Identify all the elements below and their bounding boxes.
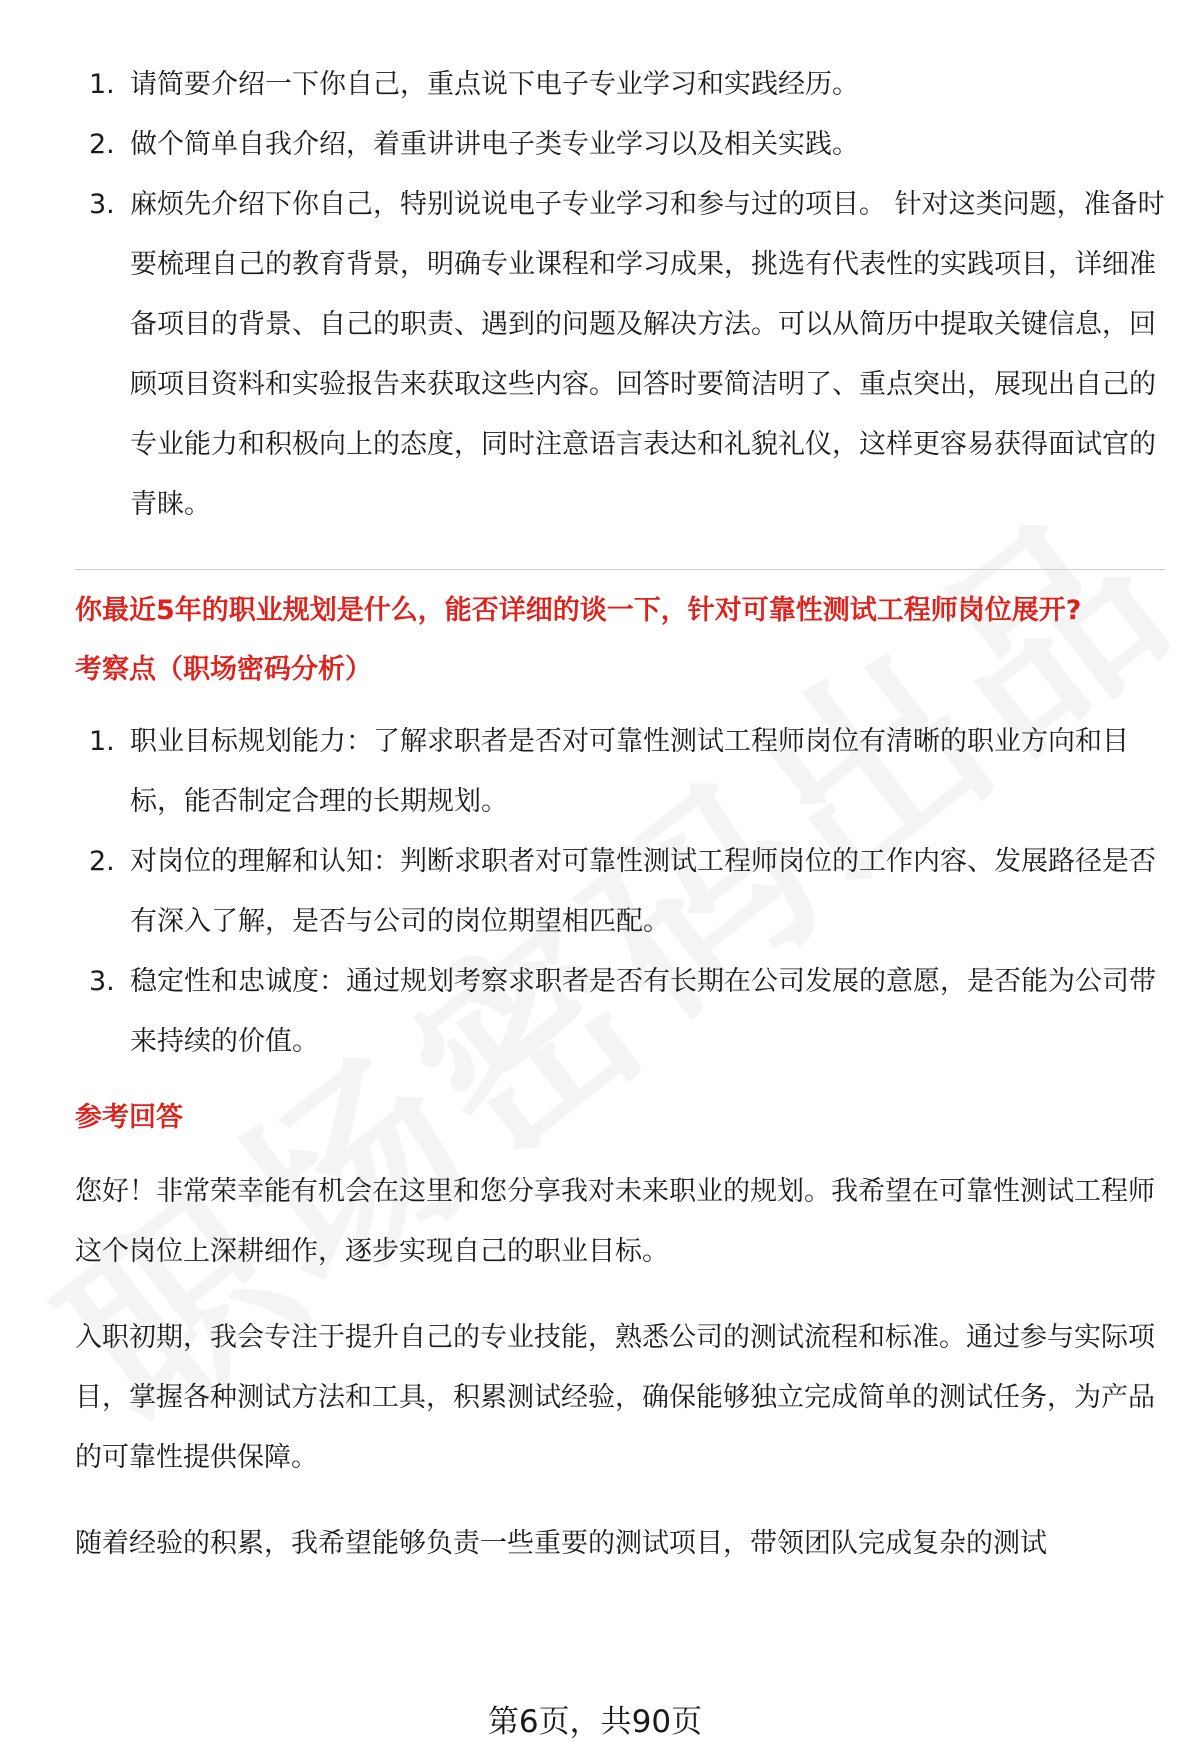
list-item-number: 1.	[89, 726, 115, 757]
answer-paragraph: 入职初期，我会专注于提升自己的专业技能，熟悉公司的测试流程和标准。通过参与实际项目，掌握各种测试方法和工具，积累测试经验，确保能够独立完成简单的测试任务，为产品的可靠性提供保障。	[75, 1322, 1155, 1473]
answer-paragraph: 随着经验的积累，我希望能够负责一些重要的测试项目，带领团队完成复杂的测试	[75, 1528, 1047, 1559]
list-item	[75, 712, 1165, 832]
list-item-number: 2.	[89, 846, 115, 877]
list-item-number: 3.	[89, 966, 115, 997]
list-item-text: 职业目标规划能力：了解求职者是否对可靠性测试工程师岗位有清晰的职业方向和目标，能否制定合理的长期规划。	[130, 726, 1129, 817]
list-item-number: 3.	[89, 189, 115, 220]
list-item-text: 麻烦先介绍下你自己，特别说说电子专业学习和参与过的项目。 针对这类问题，准备时要梳理自己的教育背景，明确专业课程和学习成果，挑选有代表性的实践项目，详细准备项目的背景、自己的职责、遇到的问题及解决方法。可以从简历中提取关键信息，回顾项目资料和实验报告来获取这些内容。回答时要简洁明了、重点突出，展现出自己的专业能力和积极向上的态度，同时注意语言表达和礼貌礼仪，这样更容易获得面试官的青睐。	[130, 189, 1165, 520]
question-heading: 你最近5年的职业规划是什么，能否详细的谈一下，针对可靠性测试工程师岗位展开?	[75, 595, 1082, 626]
list-item	[75, 832, 1165, 952]
list-item-number: 2.	[89, 129, 115, 160]
inspect-heading: 考察点（职场密码分析）	[75, 654, 372, 685]
list-item-text: 请简要介绍一下你自己，重点说下电子专业学习和实践经历。	[130, 69, 859, 100]
content	[75, 55, 1165, 1574]
list-item	[75, 952, 1165, 1072]
page-footer: 第6页，共90页	[487, 1704, 703, 1740]
inspect-list	[75, 712, 1165, 1072]
list-item	[75, 115, 1165, 175]
list-item-text: 对岗位的理解和认知：判断求职者对可靠性测试工程师岗位的工作内容、发展路径是否有深入了解，是否与公司的岗位期望相匹配。	[130, 846, 1156, 937]
list-item-text: 稳定性和忠诚度：通过规划考察求职者是否有长期在公司发展的意愿，是否能为公司带来持续的价值。	[130, 966, 1156, 1057]
list-item-number: 1.	[89, 69, 115, 100]
answer-heading: 参考回答	[75, 1102, 183, 1133]
list-item-text: 做个简单自我介绍，着重讲讲电子类专业学习以及相关实践。	[130, 129, 859, 160]
list-item	[75, 175, 1165, 535]
top-question-list	[75, 55, 1165, 535]
list-item	[75, 55, 1165, 115]
answer-paragraph: 您好！非常荣幸能有机会在这里和您分享我对未来职业的规划。我希望在可靠性测试工程师这个岗位上深耕细作，逐步实现自己的职业目标。	[75, 1176, 1155, 1267]
